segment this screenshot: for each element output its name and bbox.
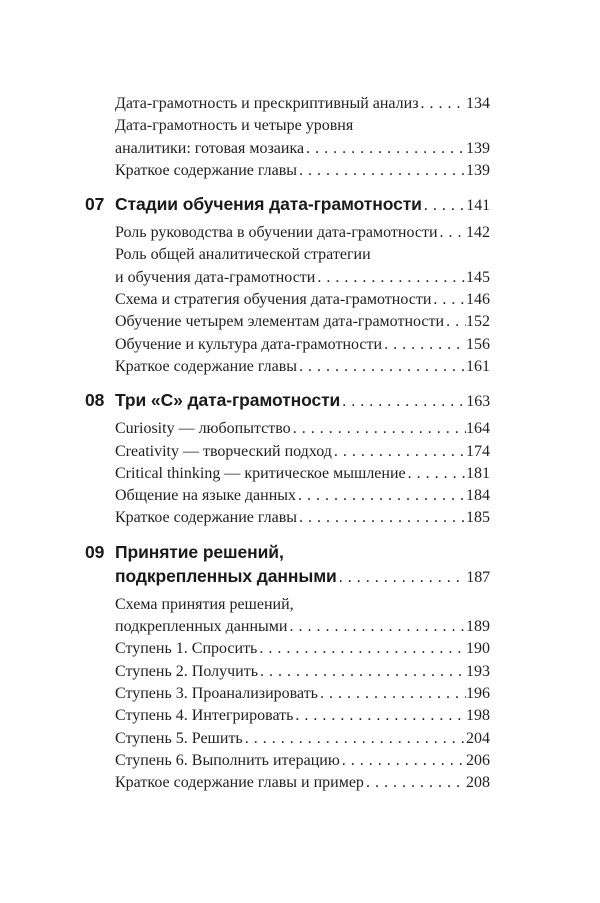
toc-entry-page: 164 [466, 420, 490, 438]
toc-entry-title: Дата-грамотность и прескриптивный анализ [115, 95, 419, 112]
toc-entry-row [115, 289, 490, 311]
dot-leader [297, 356, 466, 378]
dot-leader [318, 683, 466, 705]
toc-entry-page: 193 [466, 662, 490, 680]
toc-entry-title: Обучение и культура дата-грамотности [115, 335, 383, 353]
toc-entry-title: Обучение четырем элементам дата-грамотности [115, 313, 445, 331]
toc-entry-title: подкрепленных данными [115, 618, 288, 636]
toc-section-09 [115, 594, 490, 795]
toc-entry-page: 139 [466, 139, 490, 157]
toc-section-08 [115, 418, 490, 529]
chapter-title: Принятие решений, [115, 541, 284, 562]
toc-entry-title: Ступень 3. Проанализировать [115, 684, 318, 702]
toc-entry-page: 146 [466, 291, 490, 309]
toc-entry-page: 196 [466, 684, 490, 702]
chapter-heading-08 [85, 388, 490, 414]
dot-leader [340, 390, 466, 414]
toc-entry-row [115, 160, 490, 182]
chapter-heading-row [85, 192, 490, 218]
toc-entry-title: Краткое содержание главы [115, 509, 298, 527]
toc-entry-page: 190 [466, 640, 490, 658]
toc-entry-row [115, 772, 490, 794]
dot-leader [243, 728, 466, 750]
toc-entry-row [115, 638, 490, 660]
toc-entry-row [115, 244, 490, 266]
chapter-number: 07 [85, 194, 105, 215]
toc-entry-title: Роль руководства в обучении дата-грамотности [115, 224, 438, 242]
toc-entry-title: Ступень 1. Спросить [115, 640, 258, 658]
toc-entry-row [115, 705, 490, 727]
toc-entry-page: 189 [466, 618, 490, 636]
toc-entry-row [115, 594, 490, 616]
dot-leader [364, 772, 466, 794]
toc-entry-row [115, 334, 490, 356]
dot-leader [444, 311, 466, 333]
chapter-heading-09 [85, 540, 490, 590]
toc-entry-row [115, 93, 490, 115]
toc-entry-page: 206 [466, 751, 490, 769]
chapter-heading-row [85, 388, 490, 414]
chapter-number: 09 [85, 541, 105, 562]
toc-entry-row [115, 661, 490, 683]
toc-entry-row [115, 728, 490, 750]
table-of-contents [85, 93, 490, 794]
toc-entry-row [115, 616, 490, 638]
dot-leader [297, 160, 466, 182]
toc-entry-title: Creativity — творческий подход [115, 442, 332, 460]
toc-entry-row [115, 267, 490, 289]
dot-leader [291, 418, 466, 440]
toc-entry-title: Схема принятия решений, [115, 595, 294, 613]
dot-leader [340, 750, 466, 772]
dot-leader [297, 507, 466, 529]
toc-entry-title: Общение на языке данных [115, 487, 297, 505]
chapter-heading-row [85, 564, 490, 590]
toc-entry-page: 181 [466, 464, 490, 482]
toc-entry-page: 156 [466, 335, 490, 353]
toc-entry-row [115, 138, 490, 160]
toc-entry-title: Краткое содержание главы [115, 161, 298, 179]
toc-entry-title: Дата-грамотность и четыре уровня [115, 117, 354, 135]
chapter-heading-07 [85, 192, 490, 218]
toc-entry-row [115, 222, 490, 244]
toc-entry-page: 145 [466, 268, 490, 286]
toc-entry-page: 208 [466, 774, 490, 792]
toc-entry-page: 174 [466, 442, 490, 460]
dot-leader [337, 566, 467, 590]
toc-entry-title: Ступень 5. Решить [115, 729, 243, 747]
chapter-page: 187 [466, 568, 490, 586]
toc-entry-title: Curiosity — любопытство [115, 420, 291, 438]
toc-entry-page: 152 [466, 313, 490, 331]
toc-entry-row [115, 485, 490, 507]
chapter-title: Стадии обучения дата-грамотности [115, 194, 422, 215]
dot-leader [258, 661, 466, 683]
dot-leader [438, 222, 466, 244]
toc-entry-page: 142 [466, 224, 490, 242]
dot-leader [257, 638, 466, 660]
toc-entry-title: аналитики: готовая мозаика [115, 139, 305, 157]
dot-leader [431, 289, 466, 311]
toc-entry-row [115, 507, 490, 529]
toc-entry-page: 204 [466, 729, 490, 747]
toc-entry-row [115, 683, 490, 705]
dot-leader [422, 194, 466, 218]
dot-leader [332, 441, 466, 463]
dot-leader [315, 267, 466, 289]
toc-entry-page: 185 [466, 509, 490, 527]
chapter-title: Три «С» дата-грамотности [115, 390, 341, 411]
toc-section-cont [115, 93, 490, 182]
toc-entry-page: 161 [466, 357, 490, 375]
toc-entry-title: Ступень 6. Выполнить итерацию [115, 751, 340, 769]
dot-leader [382, 334, 466, 356]
toc-entry-title: Роль общей аналитической стратегии [115, 246, 371, 264]
toc-entry-page: 184 [466, 487, 490, 505]
toc-entry-row [115, 115, 490, 137]
dot-leader [293, 705, 466, 727]
chapter-number: 08 [85, 390, 105, 411]
chapter-title: подкрепленных данными [115, 565, 337, 586]
dot-leader [304, 138, 466, 160]
toc-entry-row [115, 418, 490, 440]
dot-leader [296, 485, 466, 507]
toc-entry-row [115, 463, 490, 485]
chapter-page: 141 [466, 197, 490, 215]
toc-entry-page: 139 [466, 161, 490, 179]
toc-entry-row [115, 441, 490, 463]
toc-entry-title: Краткое содержание главы и пример [115, 774, 364, 792]
toc-entry-page: 134 [466, 95, 490, 112]
dot-leader [287, 616, 466, 638]
toc-entry-title: Critical thinking — критическое мышление [115, 464, 406, 482]
toc-entry-title: Ступень 4. Интегрировать [115, 707, 294, 725]
toc-entry-row [115, 750, 490, 772]
chapter-heading-row [85, 540, 490, 564]
dot-leader [406, 463, 466, 485]
toc-entry-title: и обучения дата-грамотности [115, 268, 316, 286]
toc-entry-title: Схема и стратегия обучения дата-грамотности [115, 291, 432, 309]
chapter-page: 163 [466, 393, 490, 411]
toc-entry-row [115, 356, 490, 378]
toc-entry-row [115, 311, 490, 333]
toc-entry-page: 198 [466, 707, 490, 725]
toc-entry-title: Краткое содержание главы [115, 357, 298, 375]
toc-entry-title: Ступень 2. Получить [115, 662, 258, 680]
dot-leader [419, 93, 466, 115]
toc-section-07 [115, 222, 490, 378]
